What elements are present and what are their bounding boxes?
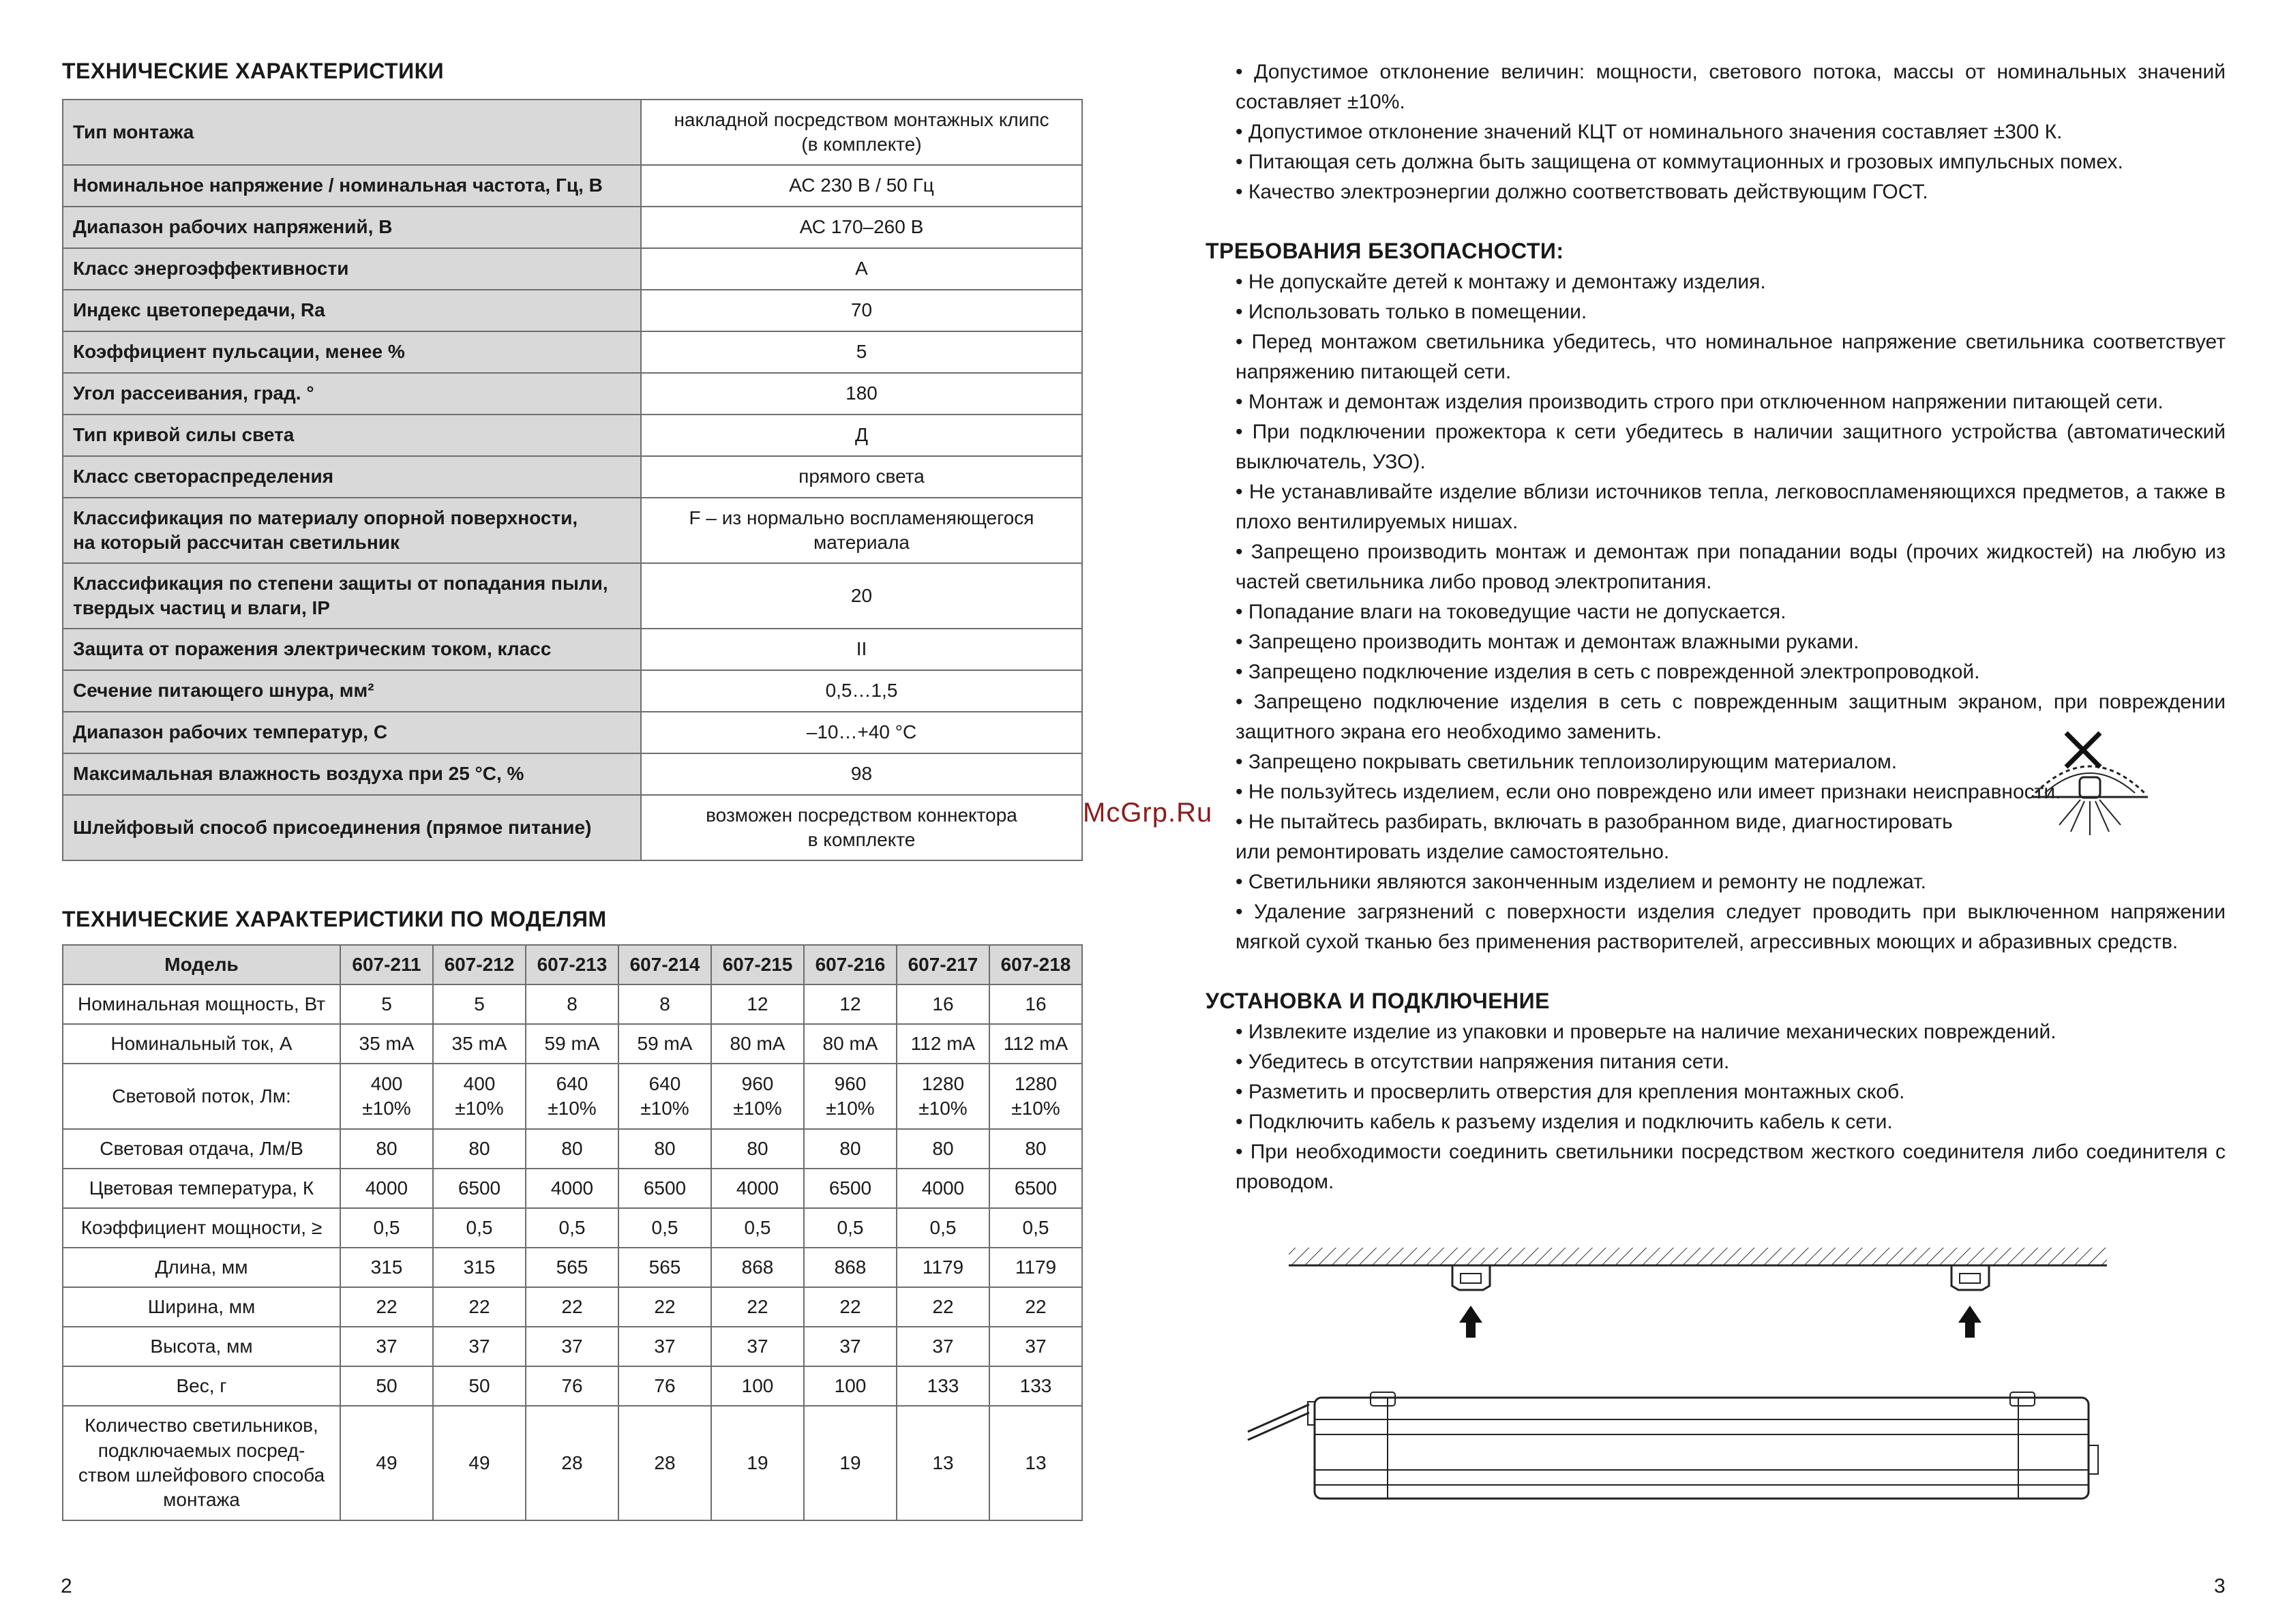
models-row [63,984,1082,1024]
spec-key: Класс энергоэффективности [63,248,641,290]
models-cell: 565 [526,1248,618,1287]
spec-row [63,753,1082,795]
install-item: • Убедитесь в отсутствии напряжения питания сети. [1236,1051,1730,1073]
install-item: • При необходимости соединить светильники посредством жесткого соединителя либо соединителя с проводом. [1236,1141,2226,1193]
models-cell: 6500 [618,1169,711,1208]
models-cell: 37 [711,1327,804,1366]
models-cell: 16 [897,984,989,1024]
spec-key: Защита от поражения электрическим током, класс [63,629,641,670]
models-cell: 640 ±10% [526,1064,618,1129]
models-cell: 1179 [897,1248,989,1287]
models-cell: 6500 [989,1169,1082,1208]
models-row [63,1208,1082,1248]
models-cell: 400 ±10% [340,1064,433,1129]
models-header-cell: 607-214 [618,945,711,984]
spec-key: Диапазон рабочих напряжений, В [63,207,641,248]
spec-row [63,248,1082,290]
models-cell: 80 [340,1129,433,1169]
spec-key: Коэффициент пульсации, менее % [63,331,641,373]
spec-key: Классификация по материалу опорной поверхности, на который рассчитан светильник [63,498,641,563]
safety-item: • Светильники являются законченным изделием и ремонту не подлежат. [1236,871,1926,893]
models-cell: 400 ±10% [433,1064,526,1129]
models-row-label: Количество светильников, подключаемых посред- ством шлейфового способа монтажа [63,1406,340,1520]
models-cell: 960 ±10% [711,1064,804,1129]
safety-title: ТРЕБОВАНИЯ БЕЗОПАСНОСТИ: [1206,239,1564,263]
models-cell: 28 [526,1406,618,1520]
spec-value: накладной посредством монтажных клипс (в комплекте) [641,100,1082,165]
models-cell: 133 [897,1366,989,1406]
models-cell: 0,5 [618,1208,711,1248]
spec-row [63,670,1082,712]
models-cell: 28 [618,1406,711,1520]
watermark: McGrp.Ru [1083,798,1213,828]
models-cell: 80 [804,1129,897,1169]
models-cell: 37 [340,1327,433,1366]
models-cell: 1179 [989,1248,1082,1287]
models-row-label: Номинальная мощность, Вт [63,984,340,1024]
models-row-label: Высота, мм [63,1327,340,1366]
models-cell: 80 [989,1129,1082,1169]
models-cell: 640 ±10% [618,1064,711,1129]
spec-key: Максимальная влажность воздуха при 25 °С, % [63,753,641,795]
models-cell: 37 [897,1327,989,1366]
spec-key: Тип кривой силы света [63,415,641,456]
models-specs-title: ТЕХНИЧЕСКИЕ ХАРАКТЕРИСТИКИ ПО МОДЕЛЯМ [62,907,607,931]
models-cell: 22 [433,1287,526,1327]
models-row [63,1366,1082,1406]
models-cell: 22 [804,1287,897,1327]
safety-item: • При подключении прожектора к сети убедитесь в наличии защитного устройства (автоматический выключатель, УЗО). [1236,421,2226,473]
spec-row [63,100,1082,165]
safety-item: • Запрещено подключение изделия в сеть с поврежденным защитным экраном, при повреждении защитного экрана его необходимо заменить. [1236,691,2226,743]
safety-item: • Запрещено покрывать светильник теплоизолирующим материалом. [1236,751,1898,773]
spec-value: II [641,629,1082,670]
mounting-clip-right [1951,1265,1989,1290]
spec-key: Номинальное напряжение / номинальная частота, Гц, В [63,165,641,207]
models-cell: 13 [897,1406,989,1520]
spec-row [63,165,1082,207]
safety-item: • Использовать только в помещении. [1236,301,1587,323]
models-cell: 315 [340,1248,433,1287]
models-cell: 5 [340,984,433,1024]
spec-row [63,207,1082,248]
models-cell: 59 mA [526,1024,618,1064]
install-item: • Извлеките изделие из упаковки и проверьте на наличие механических повреждений. [1236,1021,2056,1043]
models-cell: 16 [989,984,1082,1024]
models-row-label: Цветовая температура, К [63,1169,340,1208]
models-cell: 19 [711,1406,804,1520]
models-cell: 8 [526,984,618,1024]
safety-item: • Не пользуйтесь изделием, если оно повреждено или имеет признаки неисправности. [1236,781,2061,803]
models-row [63,1406,1082,1520]
models-row-label: Ширина, мм [63,1287,340,1327]
spec-value: прямого света [641,456,1082,498]
safety-item: • Не устанавливайте изделие вблизи источников тепла, легковоспламеняющихся предметов, а также в плохо вентилируемых нишах. [1236,481,2226,533]
models-cell: 37 [618,1327,711,1366]
models-row [63,1287,1082,1327]
models-cell: 76 [526,1366,618,1406]
spec-value: АС 230 В / 50 Гц [641,165,1082,207]
intro-item: • Качество электроэнергии должно соответствовать действующим ГОСТ. [1236,181,1928,203]
models-row [63,1169,1082,1208]
mounting-clip-left [1452,1265,1490,1290]
install-list [1236,1017,2226,1197]
spec-row [63,456,1082,498]
spec-row [63,373,1082,415]
models-cell: 0,5 [989,1208,1082,1248]
models-cell: 112 mA [897,1024,989,1064]
models-cell: 133 [989,1366,1082,1406]
page-number-left: 2 [61,1575,72,1597]
spec-value: F – из нормально воспламеняющегося материала [641,498,1082,563]
models-cell: 76 [618,1366,711,1406]
models-cell: 4000 [897,1169,989,1208]
models-cell: 37 [526,1327,618,1366]
models-cell: 8 [618,984,711,1024]
spec-value: возможен посредством коннектора в комплекте [641,795,1082,860]
models-cell: 868 [711,1248,804,1287]
models-cell: 112 mA [989,1024,1082,1064]
models-cell: 80 [897,1129,989,1169]
models-row [63,1248,1082,1287]
tech-specs-title: ТЕХНИЧЕСКИЕ ХАРАКТЕРИСТИКИ [62,59,445,83]
safety-item: • Запрещено подключение изделия в сеть с поврежденной электропроводкой. [1236,661,1980,683]
spec-key: Диапазон рабочих температур, С [63,712,641,753]
spec-value: 0,5…1,5 [641,670,1082,712]
models-cell: 59 mA [618,1024,711,1064]
models-cell: 22 [526,1287,618,1327]
safety-item: • Не допускайте детей к монтажу и демонтажу изделия. [1236,271,1766,293]
models-row-label: Номинальный ток, А [63,1024,340,1064]
spec-row [63,795,1082,860]
models-header-cell: 607-216 [804,945,897,984]
spec-value: Д [641,415,1082,456]
models-row-label: Световой поток, Лм: [63,1064,340,1129]
safety-item: • Запрещено производить монтаж и демонтаж при попадании воды (прочих жидкостей) на любую из частей светильника либо провод электропитания. [1236,541,2226,593]
intro-item: • Допустимое отклонение величин: мощности, светового потока, массы от номинальных значений составляет ±10%. [1236,61,2226,113]
models-header-cell: 607-215 [711,945,804,984]
spec-key: Угол рассеивания, град. ° [63,373,641,415]
models-header-cell: 607-213 [526,945,618,984]
models-header-cell: 607-211 [340,945,433,984]
models-cell: 80 [433,1129,526,1169]
install-title: УСТАНОВКА И ПОДКЛЮЧЕНИЕ [1206,989,1550,1013]
spec-value: 20 [641,563,1082,629]
models-cell: 37 [433,1327,526,1366]
models-cell: 960 ±10% [804,1064,897,1129]
tech-specs-table [62,99,1083,861]
models-cell: 0,5 [526,1208,618,1248]
models-cell: 35 mA [340,1024,433,1064]
spec-key: Классификация по степени защиты от попадания пыли, твердых частиц и влаги, IP [63,563,641,629]
models-cell: 5 [433,984,526,1024]
spec-key: Сечение питающего шнура, мм² [63,670,641,712]
safety-item: или ремонтировать изделие самостоятельно. [1236,841,1670,863]
models-cell: 1280 ±10% [989,1064,1082,1129]
install-item: • Разметить и просверлить отверстия для крепления монтажных скоб. [1236,1081,1905,1103]
models-header-cell: 607-218 [989,945,1082,984]
spec-value: 98 [641,753,1082,795]
models-cell: 100 [711,1366,804,1406]
spec-value: 180 [641,373,1082,415]
models-cell: 22 [340,1287,433,1327]
spec-value: 70 [641,290,1082,331]
models-row-label: Коэффициент мощности, ≥ [63,1208,340,1248]
models-cell: 0,5 [711,1208,804,1248]
models-row [63,1064,1082,1129]
models-cell: 80 [526,1129,618,1169]
spec-key: Шлейфовый способ присоединения (прямое питание) [63,795,641,860]
models-cell: 565 [618,1248,711,1287]
spec-row [63,498,1082,563]
spec-value: –10…+40 °С [641,712,1082,753]
intro-notes [1236,57,2226,207]
spec-row [63,290,1082,331]
models-cell: 37 [989,1327,1082,1366]
models-cell: 4000 [340,1169,433,1208]
spec-key: Класс светораспределения [63,456,641,498]
spec-value: А [641,248,1082,290]
intro-item: • Питающая сеть должна быть защищена от коммутационных и грозовых импульсных помех. [1236,151,2123,173]
install-item: • Подключить кабель к разъему изделия и подключить кабель к сети. [1236,1111,1893,1133]
models-cell: 22 [711,1287,804,1327]
safety-item: • Запрещено производить монтаж и демонтаж влажными руками. [1236,631,1859,653]
models-cell: 22 [897,1287,989,1327]
models-cell: 868 [804,1248,897,1287]
safety-item: • Не пытайтесь разбирать, включать в разобранном виде, диагностировать [1236,811,1953,833]
models-cell: 0,5 [897,1208,989,1248]
spec-row [63,563,1082,629]
safety-item: • Монтаж и демонтаж изделия производить строго при отключенном напряжении питающей сети. [1236,391,2164,413]
models-cell: 80 [618,1129,711,1169]
models-cell: 49 [433,1406,526,1520]
models-cell: 50 [433,1366,526,1406]
models-cell: 6500 [433,1169,526,1208]
models-row-label: Световая отдача, Лм/В [63,1129,340,1169]
spec-value: АС 170–260 В [641,207,1082,248]
models-row-label: Вес, г [63,1366,340,1406]
models-cell: 50 [340,1366,433,1406]
models-cell: 12 [804,984,897,1024]
models-row [63,1327,1082,1366]
models-header-cell: Модель [63,945,340,984]
models-cell: 0,5 [804,1208,897,1248]
models-cell: 80 mA [711,1024,804,1064]
spec-row [63,415,1082,456]
models-cell: 80 mA [804,1024,897,1064]
no-thermal-insulation-icon [2029,726,2151,842]
models-row-label: Длина, мм [63,1248,340,1287]
models-cell: 22 [618,1287,711,1327]
models-specs-table [62,944,1083,1521]
models-cell: 35 mA [433,1024,526,1064]
models-cell: 49 [340,1406,433,1520]
models-cell: 4000 [711,1169,804,1208]
safety-item: • Попадание влаги на токоведущие части не допускается. [1236,601,1786,623]
safety-list [1236,267,2226,957]
safety-item: • Перед монтажом светильника убедитесь, что номинальное напряжение светильника соответствует напряжению питающей сети. [1236,331,2226,383]
spec-value: 5 [641,331,1082,373]
models-cell: 12 [711,984,804,1024]
safety-item: • Удаление загрязнений с поверхности изделия следует проводить при выключенном напряжении мягкой сухой тканью без применения растворителей, агрессивных моющих и абразивных средств. [1236,901,2226,953]
models-cell: 0,5 [433,1208,526,1248]
spec-row [63,629,1082,670]
models-cell: 1280 ±10% [897,1064,989,1129]
spec-key: Тип монтажа [63,100,641,165]
models-cell: 0,5 [340,1208,433,1248]
mounting-diagram [1248,1241,2161,1514]
models-cell: 19 [804,1406,897,1520]
models-row [63,1129,1082,1169]
intro-item: • Допустимое отклонение значений КЦТ от номинального значения составляет ±300 К. [1236,121,2063,143]
models-cell: 13 [989,1406,1082,1520]
spec-key: Индекс цветопередачи, Ra [63,290,641,331]
models-cell: 100 [804,1366,897,1406]
spec-row [63,712,1082,753]
models-header-cell: 607-217 [897,945,989,984]
models-cell: 6500 [804,1169,897,1208]
models-cell: 80 [711,1129,804,1169]
models-cell: 4000 [526,1169,618,1208]
models-cell: 22 [989,1287,1082,1327]
spec-row [63,331,1082,373]
models-header-cell: 607-212 [433,945,526,984]
page-number-right: 3 [2214,1575,2226,1597]
models-cell: 37 [804,1327,897,1366]
models-row [63,1024,1082,1064]
models-cell: 315 [433,1248,526,1287]
